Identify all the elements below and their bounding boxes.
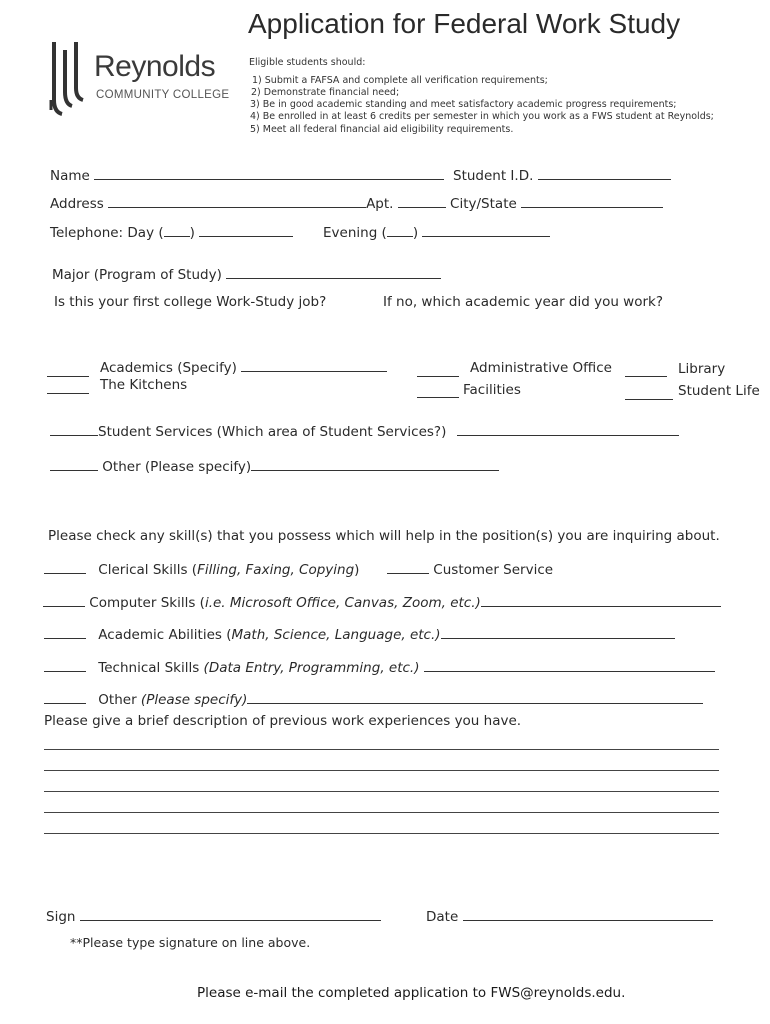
technical-label: Technical Skills	[98, 660, 204, 676]
academics-specify-field[interactable]	[241, 370, 387, 372]
admin-office-label: Administrative Office	[470, 360, 612, 376]
reynolds-logo-mark-icon	[48, 40, 88, 116]
student-services-label: Student Services (Which area of Student Services?)	[98, 424, 447, 440]
major-label: Major (Program of Study)	[52, 267, 222, 283]
eligibility-item: 3) Be in good academic standing and meet satisfactory academic progress requirements;	[250, 99, 677, 110]
student-life-check-field[interactable]	[625, 398, 673, 400]
clerical-check-field[interactable]	[44, 572, 86, 574]
apt-field[interactable]	[398, 206, 446, 208]
experience-line[interactable]	[44, 791, 719, 792]
signature-field[interactable]	[80, 919, 381, 921]
page-title: Application for Federal Work Study	[248, 8, 681, 39]
facilities-check-field[interactable]	[417, 396, 459, 398]
clerical-examples: Filling, Faxing, Copying	[197, 562, 355, 578]
signature-note: **Please type signature on line above.	[70, 935, 311, 950]
telephone-day-close: )	[189, 225, 195, 241]
eligibility-item: 4) Be enrolled in at least 6 credits per semester in which you work as a FWS student at Reynolds;	[250, 111, 714, 122]
evening-close: )	[412, 225, 419, 241]
logo-name: Reynolds	[94, 50, 216, 83]
address-field[interactable]	[108, 206, 366, 208]
academics-label: Academics (Specify)	[100, 360, 237, 376]
student-id-field[interactable]	[538, 178, 671, 180]
customer-service-label: Customer Service	[433, 562, 554, 578]
telephone-day-label: Telephone: Day (	[50, 225, 164, 241]
other-area-label: Other (Please specify)	[102, 459, 252, 475]
kitchens-check-field[interactable]	[47, 392, 89, 394]
eligibility-item: 5) Meet all federal financial aid eligibility requirements.	[250, 124, 514, 135]
clerical-close: )	[354, 562, 360, 578]
facilities-label: Facilities	[463, 382, 521, 398]
computer-examples: i.e. Microsoft Office, Canvas, Zoom, etc.)	[204, 595, 481, 611]
apt-label: Apt.	[366, 196, 394, 212]
evening-phone-field[interactable]	[422, 235, 550, 237]
computer-label: Computer Skills (	[89, 595, 205, 611]
name-field[interactable]	[94, 178, 444, 180]
eligibility-item: 1) Submit a FAFSA and complete all verification requirements;	[252, 75, 548, 86]
major-field[interactable]	[226, 277, 441, 279]
student-life-label: Student Life	[678, 383, 760, 399]
date-label: Date	[426, 909, 459, 925]
computer-check-field[interactable]	[43, 605, 85, 607]
kitchens-label: The Kitchens	[100, 377, 188, 393]
city-state-field[interactable]	[521, 206, 663, 208]
academics-check-field[interactable]	[47, 375, 89, 377]
other-skill-field[interactable]	[247, 702, 703, 704]
evening-area-code-field[interactable]	[387, 235, 413, 237]
date-field[interactable]	[463, 919, 713, 921]
customer-service-check-field[interactable]	[387, 572, 429, 574]
city-state-label: City/State	[450, 196, 517, 212]
student-id-label: Student I.D.	[453, 168, 534, 184]
other-area-check-field[interactable]	[50, 469, 98, 471]
clerical-label: Clerical Skills (	[98, 562, 198, 578]
experience-line[interactable]	[44, 770, 719, 771]
day-phone-field[interactable]	[199, 235, 293, 237]
evening-label: Evening (	[323, 225, 387, 241]
other-skill-label: Other	[98, 692, 141, 708]
address-label: Address	[50, 196, 104, 212]
other-skill-check-field[interactable]	[44, 702, 86, 704]
logo	[48, 40, 228, 116]
experience-prompt: Please give a brief description of previous work experiences you have.	[44, 713, 522, 729]
name-label: Name	[50, 168, 90, 184]
academic-label: Academic Abilities (	[98, 627, 232, 643]
admin-office-check-field[interactable]	[417, 375, 459, 377]
experience-line[interactable]	[44, 812, 719, 813]
academic-examples: Math, Science, Language, etc.)	[231, 627, 441, 643]
technical-check-field[interactable]	[44, 670, 86, 672]
library-check-field[interactable]	[625, 375, 667, 377]
footer-instruction: Please e-mail the completed application to FWS@reynolds.edu.	[197, 985, 626, 1001]
academic-check-field[interactable]	[44, 637, 86, 639]
sign-label: Sign	[46, 909, 76, 925]
which-year-question: If no, which academic year did you work?	[383, 294, 664, 310]
technical-field[interactable]	[424, 670, 715, 672]
day-area-code-field[interactable]	[164, 235, 190, 237]
skills-prompt: Please check any skill(s) that you possess which will help in the position(s) you are inquiring about.	[48, 528, 720, 544]
library-label: Library	[678, 361, 726, 377]
student-services-area-field[interactable]	[457, 434, 679, 436]
first-job-question: Is this your first college Work-Study job?	[54, 294, 327, 310]
computer-field[interactable]	[481, 605, 721, 607]
experience-line[interactable]	[44, 749, 719, 750]
experience-line[interactable]	[44, 833, 719, 834]
logo-subtitle: COMMUNITY COLLEGE	[96, 89, 230, 101]
eligibility-item: 2) Demonstrate financial need;	[251, 87, 400, 98]
technical-examples: (Data Entry, Programming, etc.)	[203, 660, 420, 676]
eligibility-heading: Eligible students should:	[249, 57, 366, 68]
student-services-check-field[interactable]	[50, 434, 98, 436]
academic-field[interactable]	[441, 637, 675, 639]
other-area-field[interactable]	[251, 469, 499, 471]
other-skill-examples: (Please specify)	[140, 692, 248, 708]
